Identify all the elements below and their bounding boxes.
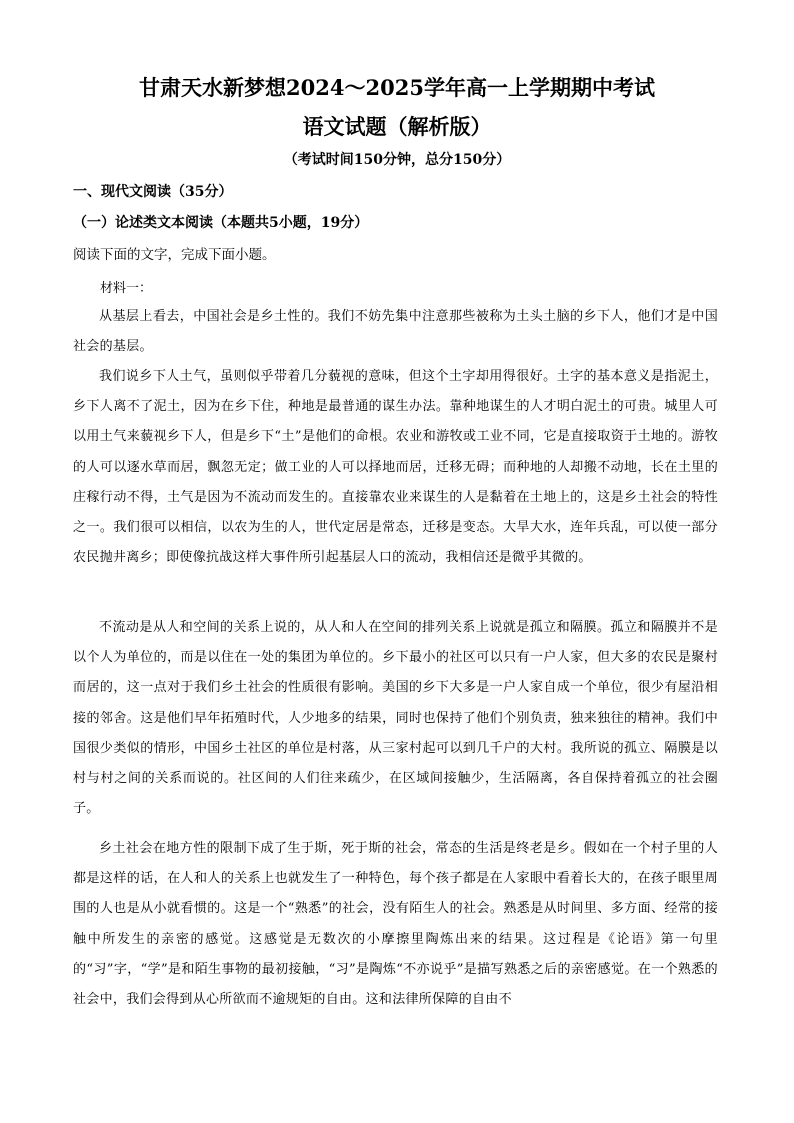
material-label: 材料一： [100,281,153,296]
material-paragraph-3: 不流动是从人和空间的关系上说的，从人和人在空间的排列关系上说就是孤立和隔膜。孤立和隔膜并不是以个人为单位的，而是以住在一处的集团为单位的。乡下最小的社区可以只有一户人家，但大多的农民是聚村而居的，这一点对于我们乡土社会的性质很有影响。美国的乡下大多是一户人家自成一个单位，很少有屋沿相接的邻舍。这是他们早年拓殖时代，人少地多的结果，同时也保持了他们个别负责，独来独往的精神。我们中国很少类似的情形，中国乡土社区的单位是村落，从三家村起可以到几千户的大村。我所说的孤立、隔膜是以村与村之间的关系而说的。社区间的人们往来疏少，在区域间接触少，生活隔离，各自保持着孤立的社会圈子。 [73,620,718,817]
exam-info: （考试时间150分钟，总分150分） [283,152,511,168]
subsection-heading: （一）论述类文本阅读（本题共5小题，19分） [73,215,369,231]
document-subtitle: 语文试题（解析版） [302,114,492,139]
document-title: 甘肃天水新梦想2024～2025学年高一上学期期中考试 [139,75,655,100]
material-paragraph-4: 乡土社会在地方性的限制下成了生于斯，死于斯的社会，常态的生活是终老是乡。假如在一个村子里的人都是这样的话，在人和人的关系上也就发生了一种特色，每个孩子都是在人家眼中看着长大的，在孩子眼里周围的人也是从小就看惯的。这是一个“熟悉”的社会，没有陌生人的社会。熟悉是从时间里、多方面、经常的接触中所发生的亲密的感觉。这感觉是无数次的小摩擦里陶炼出来的结果。这过程是《论语》第一句里的“习”字，“学”是和陌生事物的最初接触，“习”是陶炼“不亦说乎”是描写熟悉之后的亲密感觉。在一个熟悉的社会中，我们会得到从心所欲而不逾规矩的自由。这和法律所保障的自由不 [73,841,718,1008]
material-paragraph-2: 我们说乡下人土气，虽则似乎带着几分藐视的意味，但这个土字却用得很好。土字的基本意义是指泥土，乡下人离不了泥土，因为在乡下住，种地是最普通的谋生办法。靠种地谋生的人才明白泥土的可贵。城里人可以用土气来藐视乡下人，但是乡下“土”是他们的命根。农业和游牧或工业不同，它是直接取资于土地的。游牧的人可以逐水草而居，飘忽无定；做工业的人可以择地而居，迁移无碍；而种地的人却搬不动地，长在土里的庄稼行动不得，土气是因为不流动而发生的。直接靠农业来谋生的人是黏着在土地上的，这是乡土社会的特性之一。我们很可以相信，以农为生的人，世代定居是常态，迁移是变态。大旱大水，连年兵乱，可以使一部分农民抛井离乡；即使像抗战这样大事件所引起基层人口的流动，我相信还是微乎其微的。 [73,369,718,566]
reading-instruction: 阅读下面的文字，完成下面小题。 [73,247,276,263]
section-heading: 一、现代文阅读（35分） [73,184,233,200]
material-paragraph-1: 从基层上看去，中国社会是乡土性的。我们不妨先集中注意那些被称为土头土脑的乡下人，他们才是中国社会的基层。 [73,309,718,355]
